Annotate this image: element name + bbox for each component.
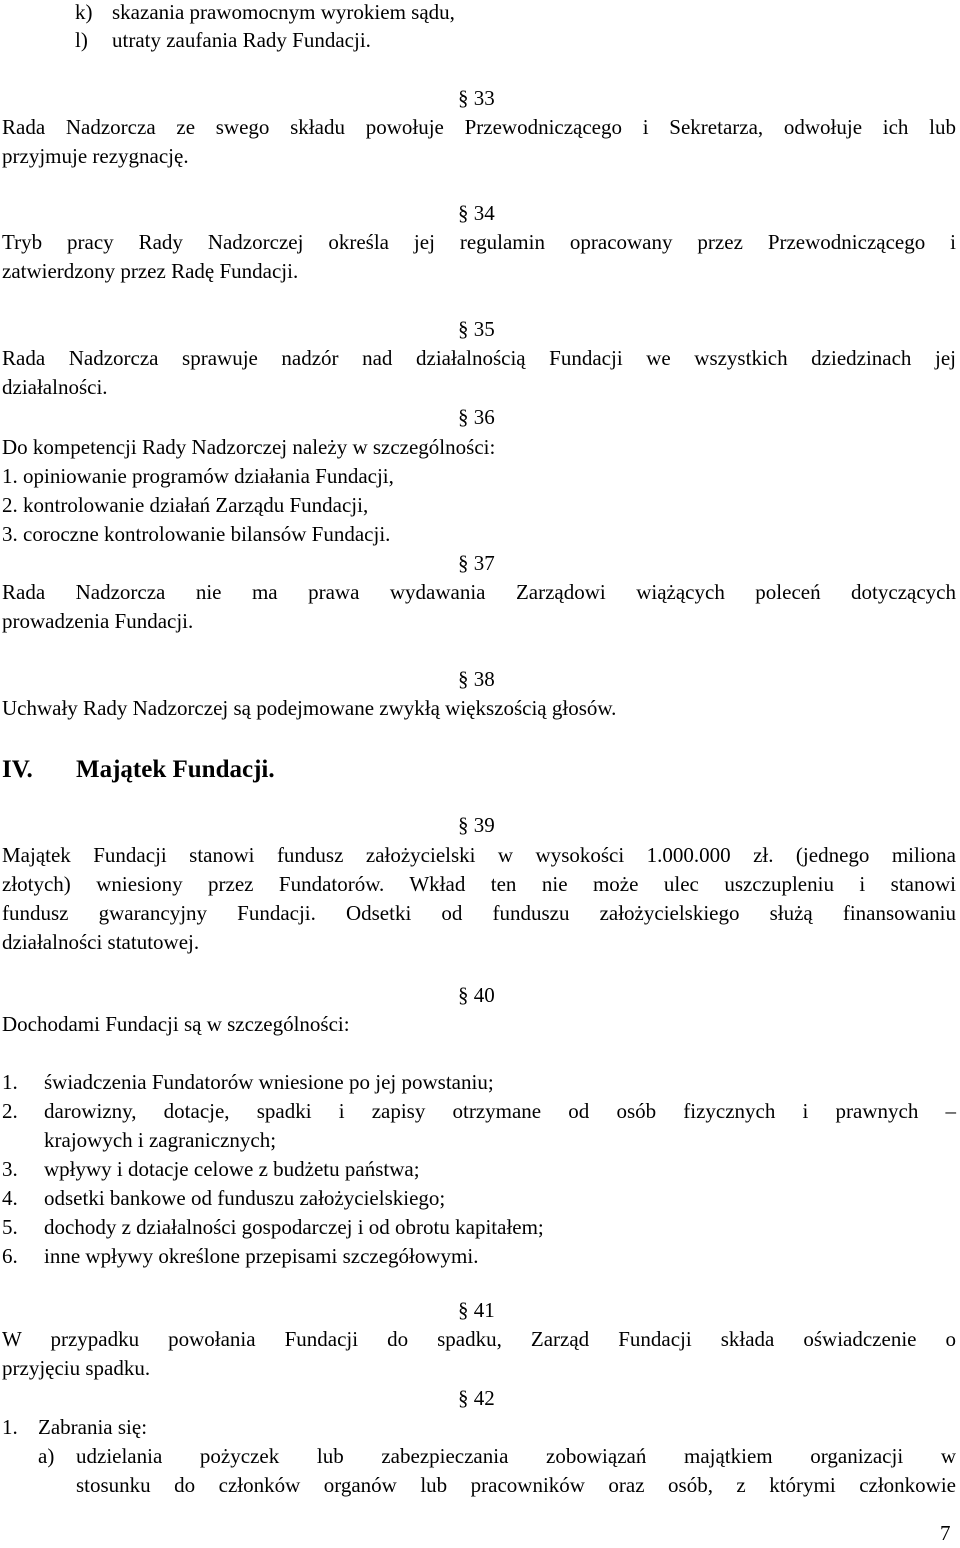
list-marker: 6. [2, 1244, 18, 1268]
section-number-33: § 33 [458, 86, 495, 110]
paragraph-line: przyjęciu spadku. [2, 1356, 151, 1380]
paragraph-line: zatwierdzony przez Radę Fundacji. [2, 259, 299, 283]
list-marker: l) [75, 28, 88, 52]
page-number: 7 [940, 1521, 951, 1545]
list-item-text: utraty zaufania Rady Fundacji. [112, 28, 371, 52]
section-number-36: § 36 [458, 405, 495, 429]
list-item-text: dochody z działalności gospodarczej i od obrotu kapitałem; [44, 1215, 544, 1239]
paragraph-line: Tryb pracy Rady Nadzorczej określa jej regulamin opracowany przez Przewodniczącego i [2, 230, 956, 254]
list-item-text: świadczenia Fundatorów wniesione po jej powstaniu; [44, 1070, 494, 1094]
list-item-text: darowizny, dotacje, spadki i zapisy otrzymane od osób fizycznych i prawnych – [44, 1099, 956, 1123]
list-marker: 2. [2, 1099, 18, 1123]
list-item-text: krajowych i zagranicznych; [44, 1128, 277, 1152]
list-marker: 4. [2, 1186, 18, 1210]
list-marker: k) [75, 0, 93, 24]
section-number-37: § 37 [458, 551, 495, 575]
paragraph-line: Rada Nadzorcza ze swego składu powołuje Przewodniczącego i Sekretarza, odwołuje ich lub [2, 115, 956, 139]
list-marker: 1. [2, 1415, 18, 1439]
paragraph-line: prowadzenia Fundacji. [2, 609, 194, 633]
list-item: 2. kontrolowanie działań Zarządu Fundacji, [2, 493, 369, 517]
section-number-38: § 38 [458, 667, 495, 691]
paragraph-line: W przypadku powołania Fundacji do spadku, Zarząd Fundacji składa oświadczenie o [2, 1327, 956, 1351]
paragraph-line: fundusz gwarancyjny Fundacji. Odsetki od funduszu założycielskiego służą finansowaniu [2, 901, 956, 925]
paragraph-line: Rada Nadzorcza nie ma prawa wydawania Zarządowi wiążących poleceń dotyczących [2, 580, 956, 604]
list-item-text: inne wpływy określone przepisami szczegółowymi. [44, 1244, 479, 1268]
section-number-34: § 34 [458, 201, 495, 225]
list-item-text: odsetki bankowe od funduszu założycielskiego; [44, 1186, 446, 1210]
paragraph-line: przyjmuje rezygnację. [2, 144, 189, 168]
list-marker: 3. [2, 1157, 18, 1181]
section-number-40: § 40 [458, 983, 495, 1007]
list-item: 1. opiniowanie programów działania Fundacji, [2, 464, 394, 488]
paragraph-line: Do kompetencji Rady Nadzorczej należy w szczególności: [2, 435, 496, 459]
paragraph-line: Majątek Fundacji stanowi fundusz założycielski w wysokości 1.000.000 zł. (jednego miliona [2, 843, 956, 867]
section-number-35: § 35 [458, 317, 495, 341]
section-number-41: § 41 [458, 1298, 495, 1322]
list-marker: 1. [2, 1070, 18, 1094]
list-item-text: wpływy i dotacje celowe z budżetu państwa; [44, 1157, 420, 1181]
list-marker: a) [38, 1444, 55, 1468]
list-marker: 5. [2, 1215, 18, 1239]
paragraph-line: Uchwały Rady Nadzorczej są podejmowane zwykłą większością głosów. [2, 696, 617, 720]
list-item-text: udzielania pożyczek lub zabezpieczania zobowiązań majątkiem organizacji w [76, 1444, 956, 1468]
chapter-number: IV. [2, 756, 33, 783]
paragraph-line: Rada Nadzorcza sprawuje nadzór nad działalnością Fundacji we wszystkich dziedzinach jej [2, 346, 956, 370]
paragraph-line: działalności statutowej. [2, 930, 200, 954]
list-item-text: skazania prawomocnym wyrokiem sądu, [112, 0, 455, 24]
list-item: 3. coroczne kontrolowanie bilansów Fundacji. [2, 522, 391, 546]
chapter-title: Majątek Fundacji. [76, 756, 275, 783]
section-number-42: § 42 [458, 1386, 495, 1410]
list-item-text: Zabrania się: [38, 1415, 148, 1439]
list-item-text: stosunku do członków organów lub pracowników oraz osób, z którymi członkowie [76, 1473, 956, 1497]
paragraph-line: działalności. [2, 375, 108, 399]
paragraph-line: Dochodami Fundacji są w szczególności: [2, 1012, 350, 1036]
section-number-39: § 39 [458, 813, 495, 837]
paragraph-line: złotych) wniesiony przez Fundatorów. Wkład ten nie może ulec uszczupleniu i stanowi [2, 872, 956, 896]
